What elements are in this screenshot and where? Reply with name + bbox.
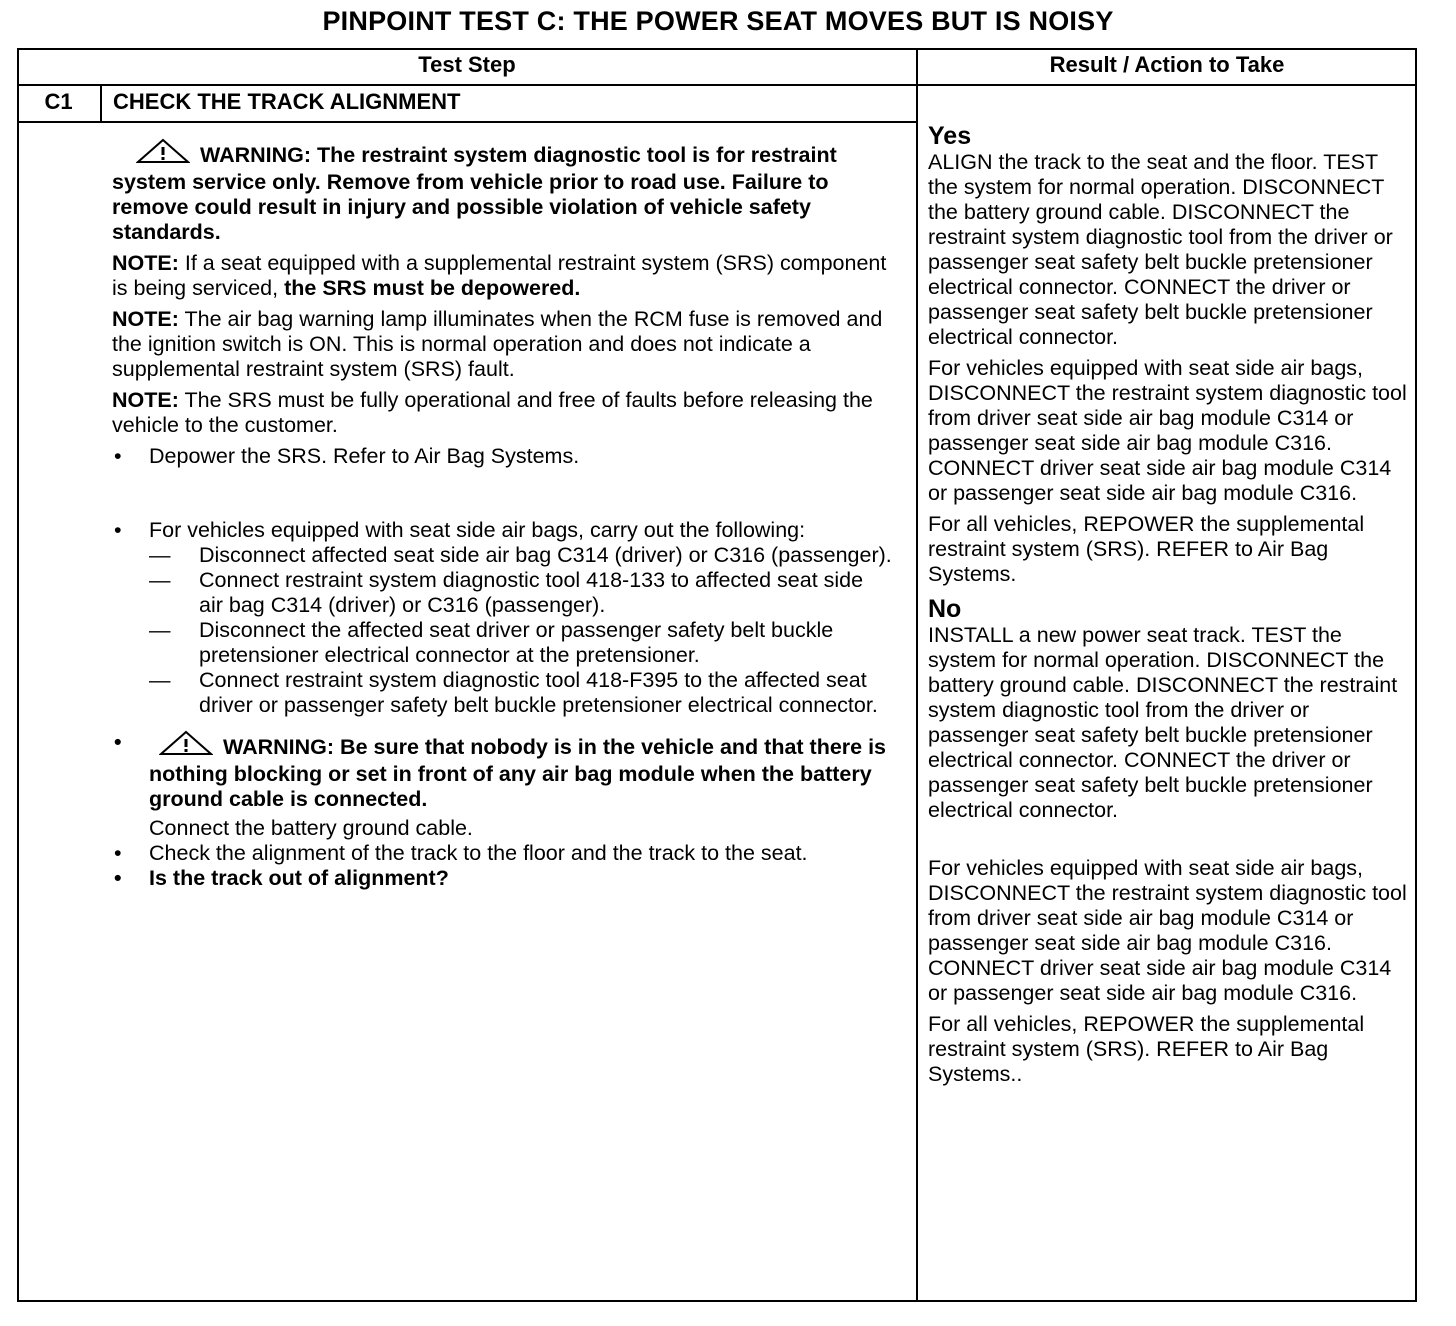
yes-action-2: For vehicles equipped with seat side air bags, DISCONNECT the restraint system diagnostic tool from driver seat side air bag module C314 or passenger seat side air bag module C316. CONNECT driver seat side air bag module C314 or passenger seat side air bag module C316. [928, 356, 1407, 505]
header-divider [17, 84, 1417, 86]
bullet-question: • Is the track out of alignment? [112, 866, 892, 891]
header-test-step: Test Step [418, 52, 516, 77]
test-step-content [112, 138, 892, 891]
connect-battery-text: Connect the battery ground cable. [149, 816, 473, 840]
warning-text: WARNING: Be sure that nobody is in the vehicle and that there is nothing blocking or set in front of any air bag module when the battery ground cable is connected. [149, 735, 887, 811]
header-result-action: Result / Action to Take [1049, 52, 1285, 77]
note-airbag-lamp: NOTE: The air bag warning lamp illuminates when the RCM fuse is removed and the ignition switch is ON. This is normal operation and does not indicate a supplemental restraint system (SRS) fault. [112, 307, 883, 381]
bullet-seat-side-airbags: • For vehicles equipped with seat side air bags, carry out the following: [112, 518, 892, 543]
page-title: PINPOINT TEST C: THE POWER SEAT MOVES BUT IS NOISY [322, 6, 1114, 36]
no-label: No [928, 595, 962, 623]
sub-step-connect-tool-f395: — Connect restraint system diagnostic tool 418-F395 to the affected seat driver or passenger safety belt buckle pretensioner electrical connector. [149, 668, 878, 717]
yes-action-3: For all vehicles, REPOWER the supplemental restraint system (SRS). REFER to Air Bag Systems. [928, 512, 1365, 586]
sub-step-disconnect-airbag: — Disconnect affected seat side air bag C314 (driver) or C316 (passenger). [149, 543, 892, 567]
step-id-divider [100, 85, 102, 122]
step-title-divider [17, 121, 917, 123]
yes-label: Yes [928, 122, 972, 150]
no-action-1: INSTALL a new power seat track. TEST the system for normal operation. DISCONNECT the battery ground cable. DISCONNECT the restraint system diagnostic tool from the driver or passenger seat safety belt buckle pretensioner electrical connector. CONNECT the driver or passenger seat safety belt buckle pretensioner electrical connector. [928, 623, 1398, 822]
warning-triangle-icon [124, 138, 190, 170]
no-action-2: For vehicles equipped with seat side air bags, DISCONNECT the restraint system diagnostic tool from driver seat side air bag module C314 or passenger seat side air bag module C316. CONNECT driver seat side air bag module C314 or passenger seat side air bag module C316. [928, 856, 1407, 1005]
warning-text: WARNING: The restraint system diagnostic tool is for restraint system service only. Remove from vehicle prior to road use. Failure to remove could result in injury and possible violation of vehicle safety standards. [112, 143, 837, 244]
sub-step-disconnect-pretensioner: — Disconnect the affected seat driver or passenger safety belt buckle pretensioner electrical connector at the pretensioner. [149, 618, 834, 667]
bullet-depower-srs: • Depower the SRS. Refer to Air Bag Systems. [112, 444, 892, 469]
result-action-content [928, 122, 1408, 1087]
note-srs-depower: NOTE: If a seat equipped with a supplemental restraint system (SRS) component is being serviced, the SRS must be depowered. [112, 251, 887, 300]
column-divider [916, 48, 918, 1302]
step-title: CHECK THE TRACK ALIGNMENT [113, 89, 461, 114]
warning-triangle-icon [159, 730, 213, 762]
no-action-3: For all vehicles, REPOWER the supplemental restraint system (SRS). REFER to Air Bag Systems.. [928, 1012, 1365, 1086]
step-id: C1 [44, 89, 73, 114]
bullet-warning-nobody-in-vehicle [112, 730, 892, 812]
warning-restraint-tool [112, 138, 892, 245]
yes-action-1: ALIGN the track to the seat and the floor. TEST the system for normal operation. DISCONNECT the battery ground cable. DISCONNECT the restraint system diagnostic tool from the driver or passenger seat safety belt buckle pretensioner electrical connector. CONNECT the driver or passenger seat safety belt buckle pretensioner electrical connector. [928, 150, 1393, 349]
sub-step-connect-tool-133: — Connect restraint system diagnostic tool 418-133 to affected seat side air bag C314 (driver) or C316 (passenger). [149, 568, 864, 617]
note-srs-operational: NOTE: The SRS must be fully operational and free of faults before releasing the vehicle to the customer. [112, 388, 873, 437]
bullet-check-alignment: • Check the alignment of the track to the floor and the track to the seat. [112, 841, 892, 866]
